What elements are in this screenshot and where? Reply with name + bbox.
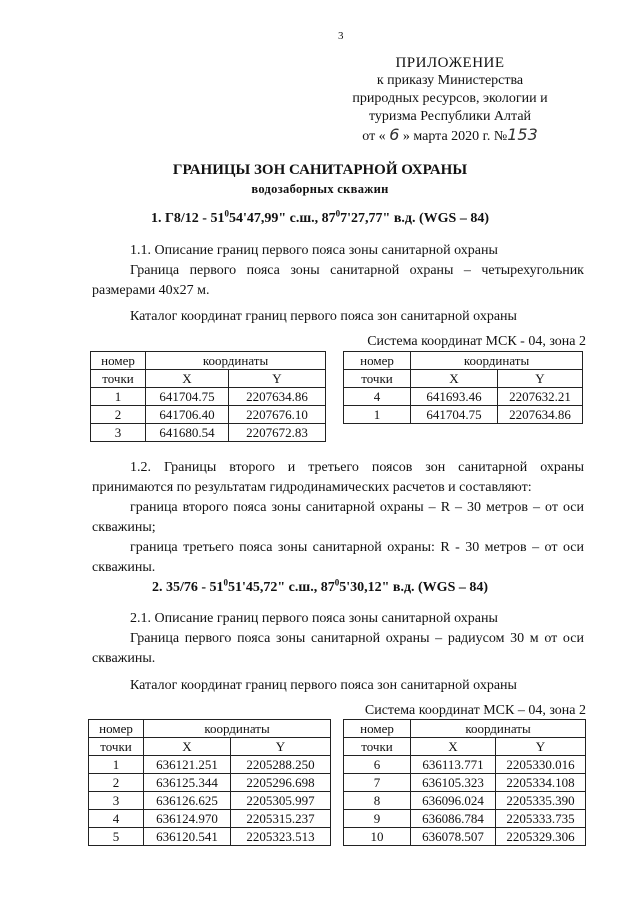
header-num: точки [344,738,411,756]
header-coords: координаты [411,720,586,738]
coordinate-table-right [343,351,583,424]
header-num: точки [89,738,144,756]
table-cell: 636113.771 [411,756,496,774]
header-num: точки [91,370,146,388]
table-cell: 2205333.735 [496,810,586,828]
header-num: номер [344,352,411,370]
appendix-block [320,54,580,146]
header-coords: координаты [146,352,326,370]
table-row [91,406,326,424]
table-cell: 2205329.306 [496,828,586,846]
table-header-row [89,738,331,756]
table-row [91,388,326,406]
appendix-heading: ПРИЛОЖЕНИЕ [395,55,505,71]
table-cell: 2205330.016 [496,756,586,774]
table-cell: 1 [344,406,411,424]
table-row [89,792,331,810]
table-cell: 4 [89,810,144,828]
table-cell: 2205288.250 [231,756,331,774]
header-x: X [146,370,229,388]
table-cell: 2205305.997 [231,792,331,810]
well-heading-part: 7'27,77" в.д. (WGS – 84) [340,211,489,226]
well-heading-part: 54'47,99" с.ш., 87 [228,211,336,226]
table-header-row [344,352,583,370]
header-x: X [411,738,496,756]
table-cell: 10 [344,828,411,846]
header-coords: координаты [411,352,583,370]
header-y: Y [498,370,583,388]
coordinate-table-left [88,719,331,846]
table-row [344,774,586,792]
table-cell: 2207634.86 [498,406,583,424]
table-header-row [344,720,586,738]
catalog-caption: Каталог координат границ первого пояса зон санитарной охраны [130,678,517,693]
date-day-handwritten: 6 [389,125,400,144]
header-x: X [411,370,498,388]
table-cell: 7 [344,774,411,792]
table-row [89,828,331,846]
table-header-row [91,352,326,370]
well-heading-part: 0 [334,577,340,588]
table-cell: 2207672.83 [229,424,326,442]
header-y: Y [496,738,586,756]
coordinate-table-right [343,719,586,846]
appendix-line: туризма Республики Алтай [368,109,532,124]
description-title: 2.1. Описание границ первого пояса зоны санитарной охраны [130,611,498,626]
table-cell: 636096.024 [411,792,496,810]
table-cell: 1 [89,756,144,774]
header-x: X [144,738,231,756]
coordinate-system: Система координат МСК – 04, зона 2 [364,703,586,718]
table-cell: 641706.40 [146,406,229,424]
well-heading-part: 51'45,72" с.ш., 87 [228,580,335,595]
table-header-row [344,738,586,756]
table-cell: 636125.344 [144,774,231,792]
table-cell: 2205315.237 [231,810,331,828]
table-cell: 2 [91,406,146,424]
table-cell: 5 [89,828,144,846]
table-cell: 2207676.10 [229,406,326,424]
table-cell: 3 [91,424,146,442]
table-cell: 636086.784 [411,810,496,828]
table-row [89,756,331,774]
header-num: номер [344,720,411,738]
table-cell: 1 [91,388,146,406]
well-heading-part: 1. Г8/12 - 51 [151,211,225,226]
table-cell: 641704.75 [146,388,229,406]
well-heading [0,208,640,227]
table-cell: 2205296.698 [231,774,331,792]
table-row [344,756,586,774]
table-cell: 641680.54 [146,424,229,442]
table-cell: 4 [344,388,411,406]
header-y: Y [231,738,331,756]
table-cell: 641704.75 [411,406,498,424]
header-num: точки [344,370,411,388]
appendix-line: к приказу Министерства [376,73,524,88]
description-title: 1.1. Описание границ первого пояса зоны санитарной охраны [130,243,498,258]
table-header-row [89,720,331,738]
order-number-handwritten: 153 [507,125,538,144]
table-cell: 641693.46 [411,388,498,406]
zone-second: граница второго пояса зоны санитарной охраны – R – 30 метров – от оси скважины; [92,500,584,535]
well-heading-part: 0 [223,577,229,588]
well-heading-part: 0 [224,208,229,219]
table-row [89,810,331,828]
description-text: Граница первого пояса зоны санитарной охраны – четырехугольник размерами 40х27 м. [92,263,584,298]
table-row [89,774,331,792]
table-cell: 2207632.21 [498,388,583,406]
table-row [91,424,326,442]
table-row [344,792,586,810]
table-cell: 2205323.513 [231,828,331,846]
table-row [344,810,586,828]
well-heading-part: 5'30,12" в.д. (WGS – 84) [339,580,489,595]
table-cell: 636124.970 [144,810,231,828]
coordinate-system: Система координат МСК - 04, зона 2 [367,334,586,349]
table-cell: 2 [89,774,144,792]
coordinate-table-left [90,351,326,442]
date-prefix: от « [362,129,386,144]
table-cell: 2205335.390 [496,792,586,810]
catalog-caption: Каталог координат границ первого пояса зон санитарной охраны [130,309,517,324]
table-cell: 2207634.86 [229,388,326,406]
table-header-row [91,370,326,388]
table-row [344,828,586,846]
table-cell: 636120.541 [144,828,231,846]
table-cell: 9 [344,810,411,828]
header-y: Y [229,370,326,388]
zones-intro: 1.2. Границы второго и третьего поясов зон санитарной охраны принимаются по результатам гидродинамических расчетов и составляют: [92,460,584,495]
well-heading-part: 2. 35/76 - 51 [151,580,224,595]
table-cell: 3 [89,792,144,810]
well-heading [0,577,640,596]
table-cell: 8 [344,792,411,810]
table-cell: 6 [344,756,411,774]
header-coords: координаты [144,720,331,738]
page-number: 3 [338,30,344,42]
table-row [344,406,583,424]
well-heading-part: 0 [335,208,341,219]
header-num: номер [91,352,146,370]
appendix-date [320,126,580,146]
description-text: Граница первого пояса зоны санитарной охраны – радиусом 30 м от оси скважины. [92,631,584,666]
table-cell: 636105.323 [411,774,496,792]
table-header-row [344,370,583,388]
appendix-line: природных ресурсов, экологии и [352,91,548,106]
table-cell: 636126.625 [144,792,231,810]
document-subtitle: водозаборных скважин [251,182,389,196]
document-title: ГРАНИЦЫ ЗОН САНИТАРНОЙ ОХРАНЫ [172,162,468,178]
zone-third: граница третьего пояса зоны санитарной охраны: R - 30 метров – от оси скважины. [92,540,584,575]
table-cell: 636121.251 [144,756,231,774]
table-row [344,388,583,406]
table-cell: 2205334.108 [496,774,586,792]
date-suffix: » марта 2020 г. № [402,129,508,144]
header-num: номер [89,720,144,738]
table-cell: 636078.507 [411,828,496,846]
